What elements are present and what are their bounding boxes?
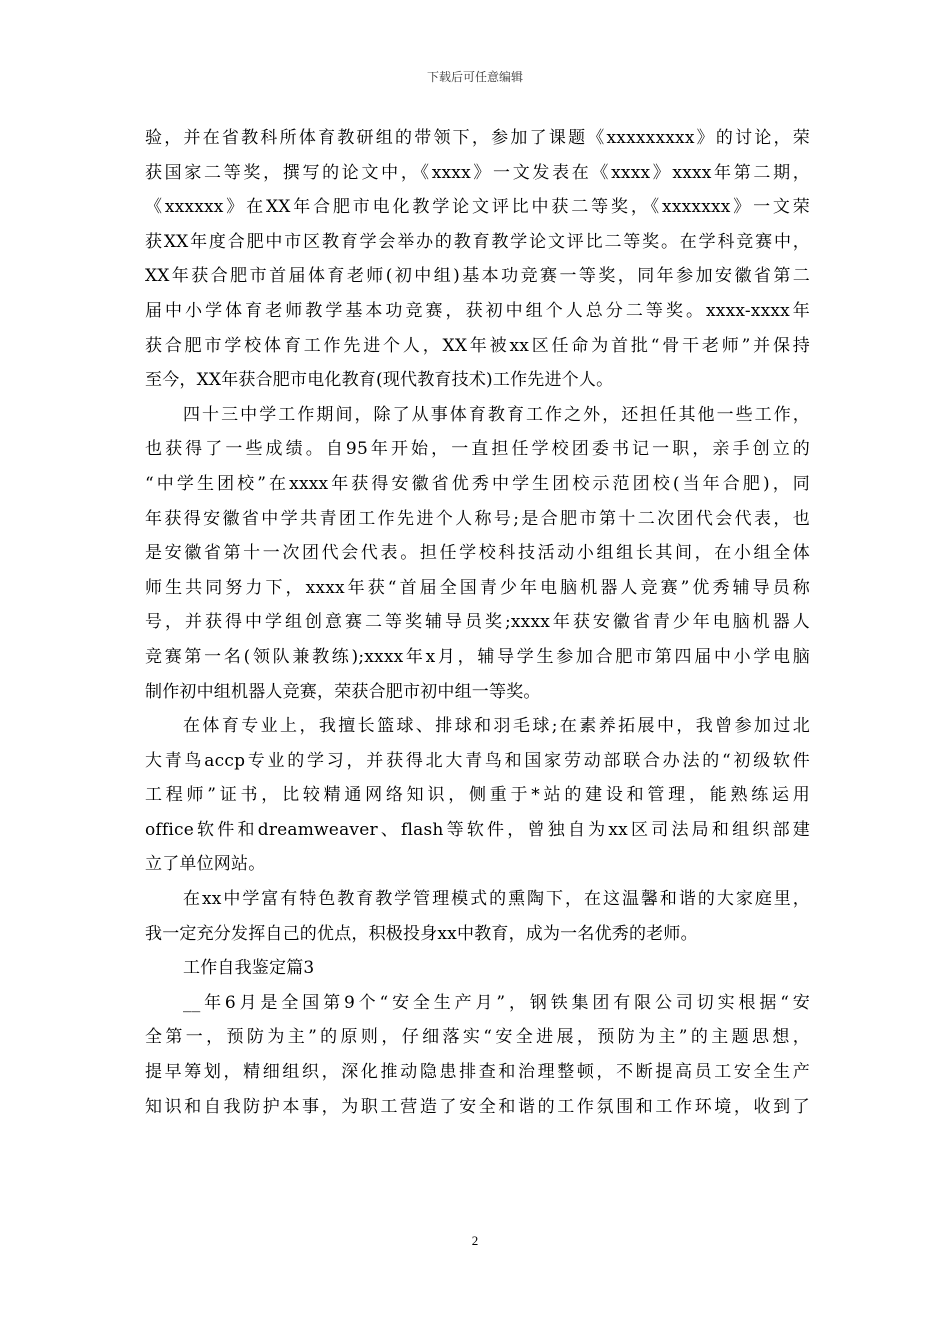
text-line: 在xx中学富有特色教育教学管理模式的熏陶下，在这温馨和谐的大家庭里， bbox=[183, 889, 810, 910]
paragraph bbox=[145, 986, 810, 1124]
text-line: 也获得了一些成绩。自95年开始，一直担任学校团委书记一职，亲手创立的 bbox=[145, 439, 810, 460]
text-line: 《xxxxxx》在XX年合肥市电化教学论文评比中获二等奖，《xxxxxxx》一文荣 bbox=[145, 197, 810, 218]
text-line: 至今，XX年获合肥市电化教育(现代教育技术)工作先进个人。 bbox=[145, 370, 614, 391]
text-line: 师生共同努力下，xxxx年获“首届全国青少年电脑机器人竞赛”优秀辅导员称 bbox=[145, 577, 810, 598]
text-line: 竞赛第一名(领队兼教练);xxxx年x月，辅导学生参加合肥市第四届中小学电脑 bbox=[145, 646, 810, 667]
text-line: 验，并在省教科所体育教研组的带领下，参加了课题《xxxxxxxxx》的讨论，荣 bbox=[145, 128, 810, 148]
text-line: 四十三中学工作期间，除了从事体育教育工作之外，还担任其他一些工作， bbox=[183, 404, 810, 425]
page-number: 2 bbox=[471, 1233, 479, 1248]
text-line: 年获得安徽省中学共青团工作先进个人称号;是合肥市第十二次团代会代表，也 bbox=[145, 508, 810, 529]
document-body bbox=[145, 121, 810, 1124]
text-line: 届中小学体育老师教学基本功竞赛，获初中组个人总分二等奖。xxxx-xxxx年 bbox=[145, 300, 810, 321]
text-line: 获合肥市学校体育工作先进个人，XX年被xx区任命为首批“骨干老师”并保持 bbox=[145, 335, 810, 356]
paragraph bbox=[145, 882, 810, 951]
text-line: __年6月是全国第9个“安全生产月”，钢铁集团有限公司切实根据“安 bbox=[183, 992, 810, 1013]
text-line: 全第一，预防为主”的原则，仔细落实“安全进展，预防为主”的主题思想， bbox=[145, 1027, 810, 1048]
text-line: 知识和自我防护本事，为职工营造了安全和谐的工作氛围和工作环境，收到了 bbox=[145, 1096, 810, 1117]
text-line: 工作自我鉴定篇3 bbox=[183, 958, 315, 979]
text-line: 大青鸟accp专业的学习，并获得北大青鸟和国家劳动部联合办法的“初级软件 bbox=[145, 750, 810, 771]
text-line: XX年获合肥市首届体育老师(初中组)基本功竞赛一等奖，同年参加安徽省第二 bbox=[145, 266, 810, 287]
paragraph bbox=[145, 121, 810, 398]
text-line: 我一定充分发挥自己的优点，积极投身xx中教育，成为一名优秀的老师。 bbox=[145, 923, 698, 944]
text-line: 号，并获得中学组创意赛二等奖辅导员奖;xxxx年获安徽省青少年电脑机器人 bbox=[145, 612, 810, 633]
text-line: 提早筹划，精细组织，深化推动隐患排查和治理整顿，不断提高员工安全生产 bbox=[145, 1062, 810, 1083]
text-line: 制作初中组机器人竞赛，荣获合肥市初中组一等奖。 bbox=[145, 681, 541, 702]
page-header-note: 下载后可任意编辑 bbox=[426, 70, 523, 84]
text-line: 是安徽省第十一次团代会代表。担任学校科技活动小组组长其间，在小组全体 bbox=[145, 543, 810, 564]
text-line: “中学生团校”在xxxx年获得安徽省优秀中学生团校示范团校(当年合肥)，同 bbox=[145, 473, 810, 494]
text-line: 获国家二等奖，撰写的论文中，《xxxx》一文发表在《xxxx》xxxx年第二期， bbox=[145, 162, 810, 183]
text-line: 工程师”证书，比较精通网络知识，侧重于*站的建设和管理，能熟练运用 bbox=[145, 785, 810, 806]
paragraph bbox=[145, 951, 810, 986]
text-line: 获XX年度合肥中市区教育学会举办的教育教学论文评比二等奖。在学科竞赛中， bbox=[145, 231, 810, 252]
text-line: office软件和dreamweaver、flash等软件，曾独自为xx区司法局和组织部建 bbox=[145, 819, 810, 840]
text-line: 立了单位网站。 bbox=[145, 854, 266, 875]
paragraph bbox=[145, 709, 810, 882]
paragraph bbox=[145, 398, 810, 709]
text-line: 在体育专业上，我擅长篮球、排球和羽毛球;在素养拓展中，我曾参加过北 bbox=[183, 716, 810, 737]
